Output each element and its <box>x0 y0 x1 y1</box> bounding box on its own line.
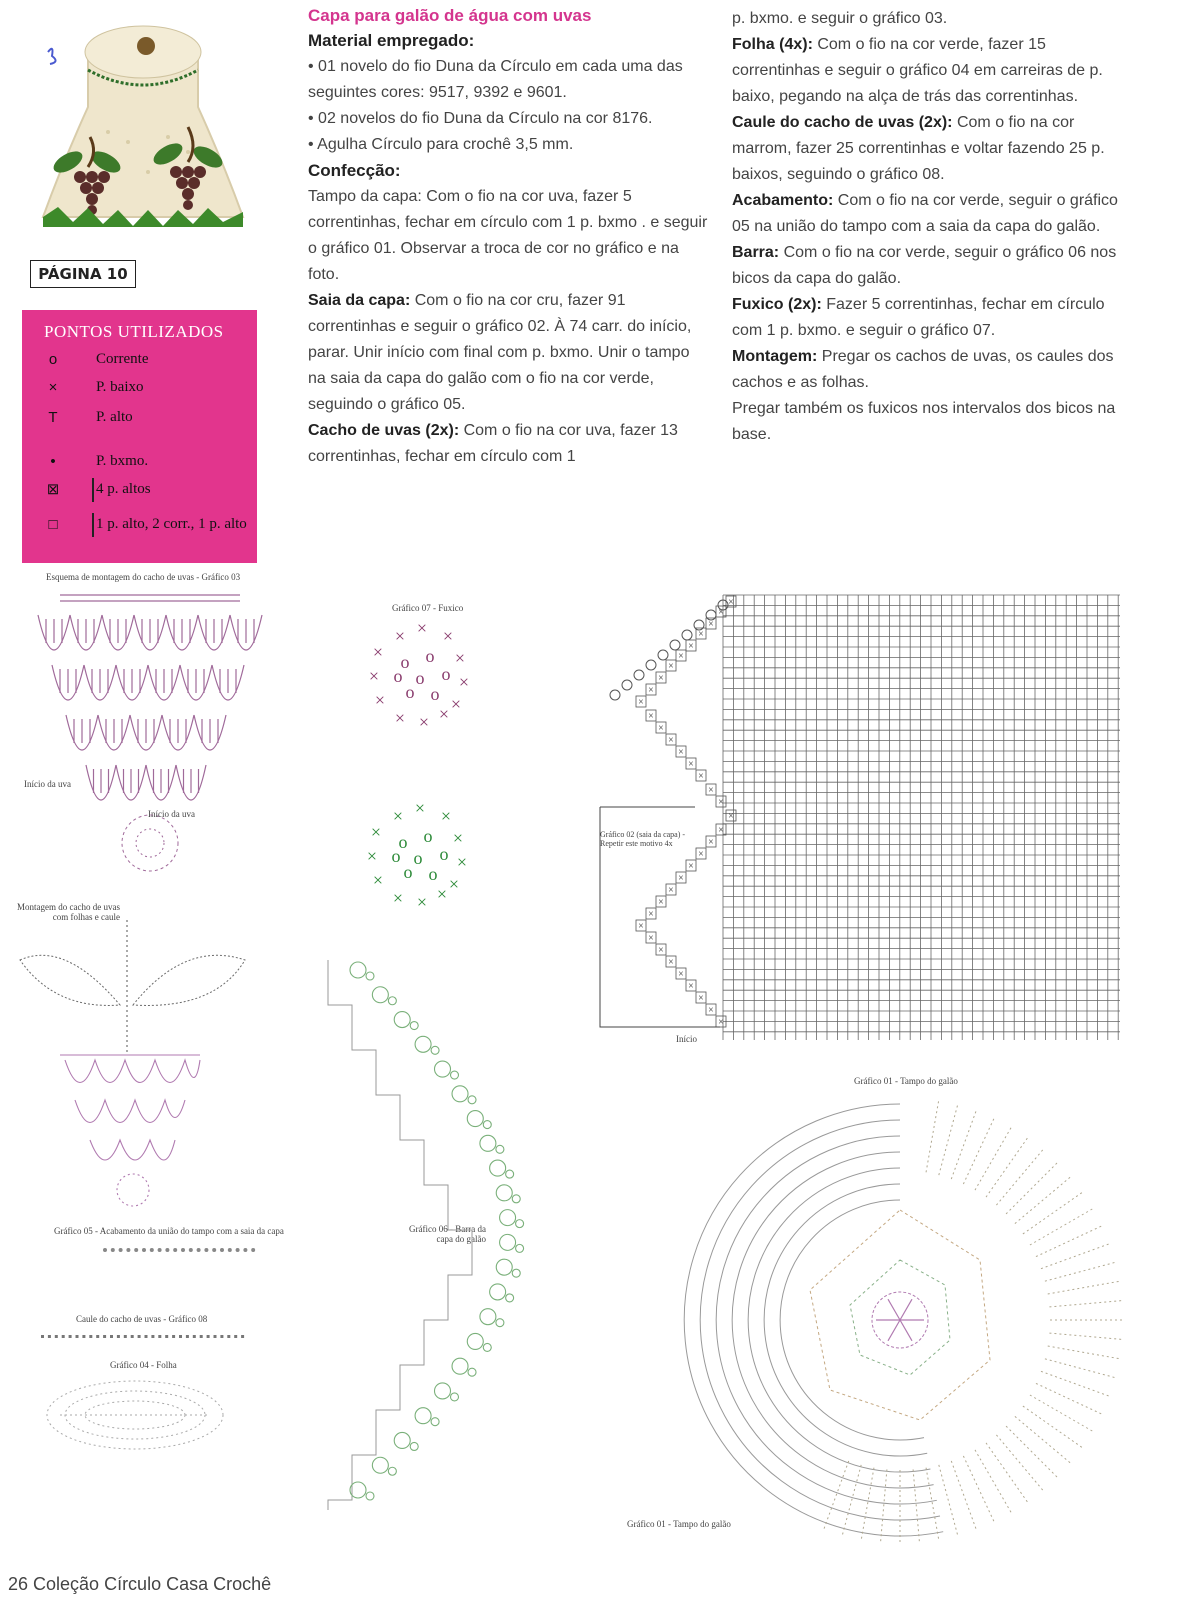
acabamento-text: Com o fio na cor verde, seguir o gráfico 05 na união do tampo com a saia da capa do galão. <box>732 192 1118 235</box>
grafico-02-grid <box>595 575 1125 1045</box>
fuxico-text: Fazer 5 correntinhas, fechar em círculo com 1 p. bxmo. e seguir o gráfico 07. <box>732 296 1105 339</box>
svg-text:×: × <box>414 800 426 818</box>
svg-text:o: o <box>441 664 451 684</box>
saia-label: Saia da capa: <box>308 292 411 309</box>
svg-text:×: × <box>648 685 654 696</box>
legend-heading: PONTOS UTILIZADOS <box>44 322 224 341</box>
svg-text:×: × <box>688 641 694 652</box>
instructions-column-2 <box>732 6 1137 448</box>
svg-text:×: × <box>372 642 384 662</box>
svg-text:o: o <box>428 864 438 884</box>
svg-text:×: × <box>678 969 684 980</box>
legend-divider <box>92 478 94 502</box>
svg-text:×: × <box>718 1017 724 1028</box>
grafico-05-diagram <box>100 1244 260 1256</box>
caption-inicio-uva-2: Início da uva <box>148 809 195 819</box>
svg-text:×: × <box>648 909 654 920</box>
montagem-text: Pregar os cachos de uvas, os caules dos cachos e as folhas. <box>732 348 1114 391</box>
folha-label: Folha (4x): <box>732 36 813 53</box>
svg-text:×: × <box>438 704 450 724</box>
montagem-paragraph-2: Pregar também os fuxicos nos intervalos dos bicos na base. <box>732 400 1116 443</box>
legend-label: P. bxmo. <box>96 453 149 469</box>
barra-label: Barra: <box>732 244 780 261</box>
svg-text:×: × <box>658 945 664 956</box>
svg-text:×: × <box>698 993 704 1004</box>
svg-text:o: o <box>423 826 433 846</box>
svg-text:×: × <box>394 708 406 728</box>
leaf-diagram <box>40 1375 230 1455</box>
svg-text:×: × <box>366 846 378 866</box>
svg-text:×: × <box>392 888 404 908</box>
caption-grafico-03: Esquema de montagem do cacho de uvas - Gráfico 03 <box>46 572 241 582</box>
slip-stitch-icon: • <box>50 453 56 470</box>
confeccao-heading: Confecção: <box>308 161 401 180</box>
svg-text:×: × <box>418 712 430 732</box>
legend-label: P. alto <box>96 409 133 425</box>
montagem-label: Montagem: <box>732 348 818 365</box>
svg-text:×: × <box>374 690 386 710</box>
svg-text:o: o <box>415 668 425 688</box>
barra-paragraph <box>732 240 1137 292</box>
cacho-continuation: p. bxmo. e seguir o gráfico 03. <box>732 10 948 27</box>
svg-text:×: × <box>688 861 694 872</box>
legend-divider <box>92 513 94 537</box>
barra-diagram <box>318 950 558 1510</box>
caption-inicio: Início <box>676 1034 697 1044</box>
caption-grafico-01-bottom: Gráfico 01 - Tampo do galão <box>627 1519 731 1529</box>
svg-text:×: × <box>394 626 406 646</box>
svg-text:×: × <box>638 921 644 932</box>
svg-text:×: × <box>392 806 404 826</box>
svg-text:×: × <box>688 981 694 992</box>
material-item-3: • Agulha Círculo para crochê 3,5 mm. <box>308 136 574 153</box>
material-item-1: • 01 novelo do fio Duna da Círculo em cada uma das seguintes cores: 9517, 9392 e 9601. <box>308 58 683 101</box>
folha-paragraph <box>732 32 1137 110</box>
svg-text:o: o <box>430 684 440 704</box>
svg-text:×: × <box>436 884 448 904</box>
svg-text:×: × <box>658 723 664 734</box>
tampo-paragraph: Tampo da capa: Com o fio na cor uva, fazer 5 correntinhas, fechar em círculo com 1 p. bxmo . e seguir o gráfico 01. Observar a troca de cor no gráfico e na foto. <box>308 188 708 283</box>
svg-text:×: × <box>668 885 674 896</box>
svg-text:×: × <box>454 648 466 668</box>
article-title: Capa para galão de água com uvas <box>308 6 592 25</box>
montagem-paragraph <box>732 344 1137 396</box>
legend-row-mesh <box>42 513 252 539</box>
svg-text:×: × <box>698 629 704 640</box>
fuxico-label: Fuxico (2x): <box>732 296 822 313</box>
legend-row-p-alto <box>42 406 252 432</box>
caption-inicio-uva: Início da uva <box>24 779 71 789</box>
svg-text:×: × <box>638 697 644 708</box>
double-crochet-icon: T <box>48 409 58 426</box>
grafico-01-diagram <box>660 1090 1130 1570</box>
svg-text:o: o <box>391 846 401 866</box>
svg-text:×: × <box>372 870 384 890</box>
fuxico-diagram-purple <box>360 620 480 740</box>
product-photo <box>28 12 258 242</box>
grape-cluster-diagram <box>20 585 270 885</box>
caption-grafico-08: Caule do cacho de uvas - Gráfico 08 <box>76 1314 208 1324</box>
cacho-text: Com o fio na cor uva, fazer 13 correntinhas, fechar em círculo com 1 <box>308 422 678 465</box>
svg-text:×: × <box>668 735 674 746</box>
saia-paragraph <box>308 288 708 418</box>
svg-text:×: × <box>688 759 694 770</box>
svg-text:×: × <box>718 825 724 836</box>
material-heading: Material empregado: <box>308 31 475 50</box>
caption-grafico-02-1: Gráfico 02 (saia da capa) - <box>600 830 686 839</box>
legend-label: Corrente <box>96 351 149 367</box>
caption-grafico-06-1: Gráfico 06 - Barra da <box>409 1224 486 1234</box>
svg-text:×: × <box>456 852 468 872</box>
cluster-assembly-diagram <box>15 915 255 1215</box>
caption-grafico-02 <box>600 830 685 848</box>
svg-text:×: × <box>368 666 380 686</box>
svg-text:×: × <box>678 747 684 758</box>
caule-label: Caule do cacho de uvas (2x): <box>732 114 953 131</box>
acabamento-label: Acabamento: <box>732 192 834 209</box>
chain-symbol-icon: o <box>48 351 58 368</box>
svg-text:×: × <box>708 785 714 796</box>
legend-label: 1 p. alto, 2 corr., 1 p. alto <box>96 516 247 532</box>
svg-text:×: × <box>648 933 654 944</box>
caption-grafico-07: Gráfico 07 - Fuxico <box>392 603 464 613</box>
stitch-legend <box>22 310 257 563</box>
four-dc-box-icon: ⊠ <box>46 481 60 498</box>
acabamento-paragraph <box>732 188 1137 240</box>
caule-paragraph <box>732 110 1137 188</box>
svg-text:×: × <box>370 822 382 842</box>
single-crochet-icon: × <box>48 379 58 396</box>
svg-text:×: × <box>442 626 454 646</box>
legend-row-4-p-altos <box>42 478 252 504</box>
svg-text:o: o <box>439 844 449 864</box>
caption-montagem-2: com folhas e caule <box>52 912 120 922</box>
legend-row-p-bxmo <box>42 450 252 476</box>
svg-text:×: × <box>718 797 724 808</box>
fuxico-diagram-green <box>358 800 478 920</box>
svg-text:o: o <box>398 832 408 852</box>
svg-text:o: o <box>400 652 410 672</box>
legend-label: P. baixo <box>96 379 144 395</box>
material-item-2: • 02 novelos do fio Duna da Círculo na cor 8176. <box>308 110 653 127</box>
svg-text:o: o <box>405 682 415 702</box>
barra-text: Com o fio na cor verde, seguir o gráfico 06 nos bicos da capa do galão. <box>732 244 1117 287</box>
page-box: PÁGINA 10 <box>30 260 136 288</box>
legend-label: 4 p. altos <box>96 481 151 497</box>
instructions-column-1 <box>308 4 708 470</box>
svg-text:×: × <box>416 892 428 912</box>
svg-text:o: o <box>403 862 413 882</box>
fuxico-paragraph <box>732 292 1137 344</box>
svg-text:×: × <box>452 828 464 848</box>
svg-text:×: × <box>708 837 714 848</box>
svg-text:×: × <box>708 1005 714 1016</box>
svg-text:o: o <box>393 666 403 686</box>
legend-row-corrente <box>42 348 252 374</box>
svg-text:×: × <box>416 620 428 638</box>
svg-text:×: × <box>678 651 684 662</box>
svg-text:×: × <box>440 806 452 826</box>
caption-grafico-01-top: Gráfico 01 - Tampo do galão <box>854 1076 958 1086</box>
page-footer: 26 Coleção Círculo Casa Crochê <box>8 1574 272 1594</box>
svg-text:×: × <box>658 897 664 908</box>
caption-grafico-05: Gráfico 05 - Acabamento da união do tampo com a saia da capa <box>54 1226 284 1236</box>
caption-montagem-1: Montagem do cacho de uvas <box>17 902 120 912</box>
svg-text:×: × <box>728 811 734 822</box>
grafico-08-diagram <box>38 1332 248 1342</box>
svg-text:×: × <box>648 711 654 722</box>
cacho-label: Cacho de uvas (2x): <box>308 422 460 439</box>
svg-text:×: × <box>448 874 460 894</box>
caption-grafico-04: Gráfico 04 - Folha <box>110 1360 177 1370</box>
svg-text:×: × <box>708 619 714 630</box>
svg-text:×: × <box>668 661 674 672</box>
svg-text:×: × <box>728 597 734 608</box>
caule-text: Com o fio na cor marrom, fazer 25 correntinhas e voltar fazendo 25 p. baixos, seguindo o gráfico 08. <box>732 114 1105 183</box>
svg-text:×: × <box>718 607 724 618</box>
svg-text:×: × <box>698 849 704 860</box>
svg-text:×: × <box>698 771 704 782</box>
cacho-paragraph <box>308 418 708 470</box>
svg-text:×: × <box>458 672 470 692</box>
svg-text:o: o <box>425 646 435 666</box>
svg-text:×: × <box>450 694 462 714</box>
mesh-box-icon: □ <box>48 516 58 533</box>
saia-text: Com o fio na cor cru, fazer 91 correntinhas e seguir o gráfico 02. À 74 carr. do início, parar. Unir início com final com p. bxmo. Unir o tampo na saia da capa do galão com o fio na cor verde, seguindo o gráfico 05. <box>308 292 692 413</box>
svg-text:×: × <box>678 873 684 884</box>
legend-row-p-baixo <box>42 376 252 402</box>
svg-text:o: o <box>413 848 423 868</box>
folha-text: Com o fio na cor verde, fazer 15 correntinhas e seguir o gráfico 04 em carreiras de p. baixo, pegando na alça de trás das correntinhas. <box>732 36 1103 105</box>
svg-text:×: × <box>658 673 664 684</box>
caption-grafico-02-2: Repetir este motivo 4x <box>600 839 673 848</box>
svg-text:×: × <box>668 957 674 968</box>
caption-grafico-06-2: capa do galão <box>436 1234 486 1244</box>
